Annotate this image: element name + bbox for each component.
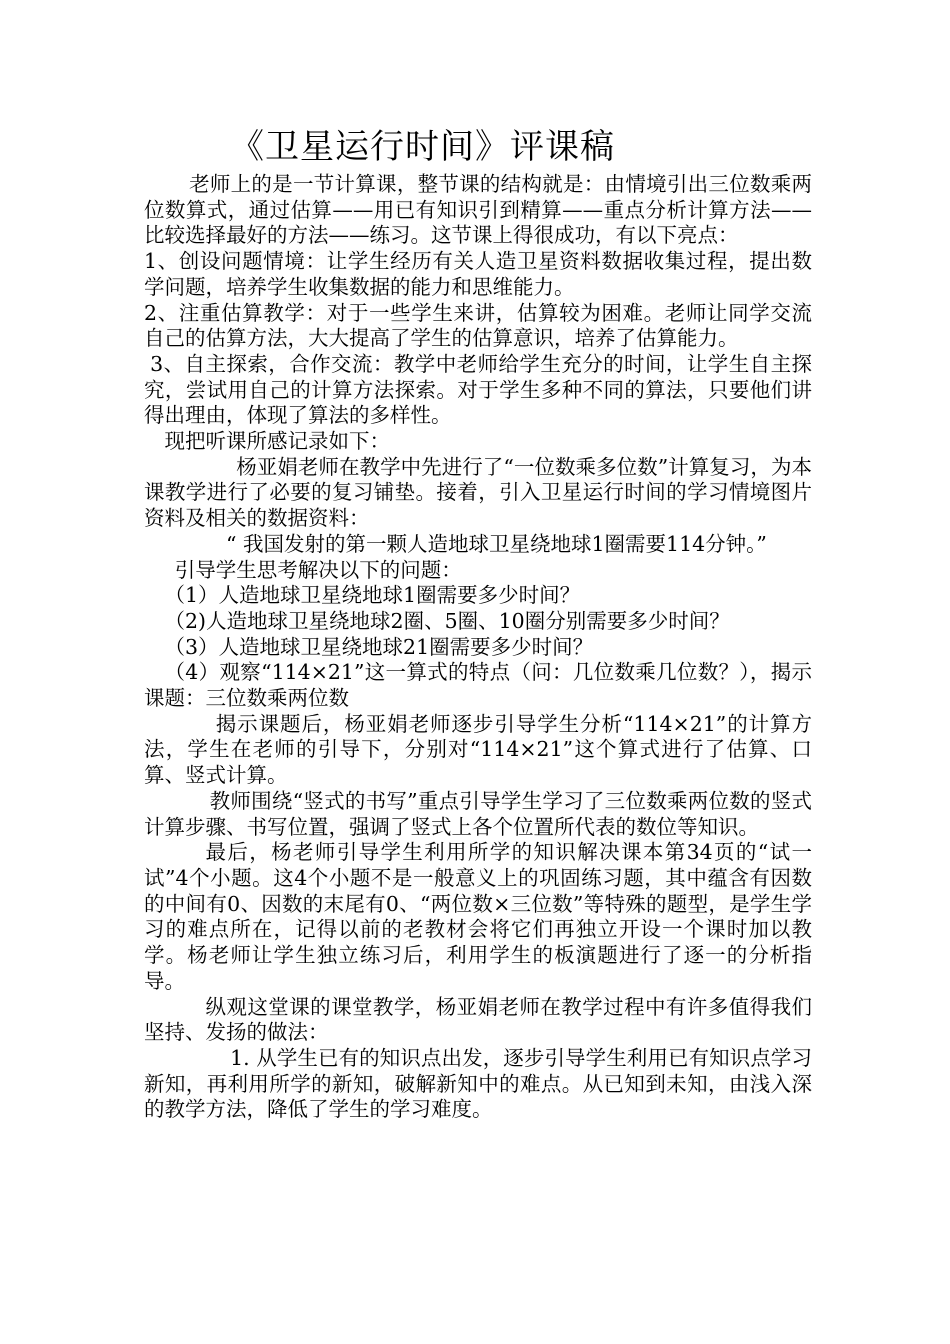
paragraph: 纵观这堂课的课堂教学，杨亚娟老师在教学过程中有许多值得我们坚持、发扬的做法： <box>144 994 812 1045</box>
paragraph: 老师上的是一节计算课，整节课的结构就是：由情境引出三位数乘两位数算式，通过估算——用已有知识引到精算——重点分析计算方法——比较选择最好的方法——练习。这节课上得很成功，有以下亮点： <box>144 172 812 248</box>
document-body <box>144 172 812 1123</box>
paragraph: 最后，杨老师引导学生利用所学的知识解决课本第34页的“试一试”4个小题。这4个小题不是一般意义上的巩固练习题，其中蕴含有因数的中间有0、因数的末尾有0、“两位数×三位数”等特殊的题型，是学生学习的难点所在，记得以前的老教材会将它们再独立开设一个课时加以教学。杨老师让学生独立练习后，利用学生的板演题进行了逐一的分析指导。 <box>144 840 812 993</box>
paragraph: （3）人造地球卫星绕地球21圈需要多少时间？ <box>164 634 594 659</box>
paragraph: 1. 从学生已有的知识点出发，逐步引导学生利用已有知识点学习新知，再利用所学的新知，破解新知中的难点。从已知到未知，由浅入深的教学方法，降低了学生的学习难度。 <box>144 1045 812 1122</box>
paragraph: “ 我国发射的第一颗人造地球卫星绕地球1圈需要114分钟。” <box>226 531 767 556</box>
paragraph: （1）人造地球卫星绕地球1圈需要多少时间？ <box>164 583 581 608</box>
paragraph: 教师围绕“竖式的书写”重点引导学生学习了三位数乘两位数的竖式计算步骤、书写位置，强调了竖式上各个位置所代表的数位等知识。 <box>144 788 812 839</box>
paragraph: 2、注重估算教学：对于一些学生来讲，估算较为困难。老师让同学交流自己的估算方法，大大提高了学生的估算意识，培养了估算能力。 <box>144 300 812 351</box>
paragraph: 3、自主探索，合作交流：教学中老师给学生充分的时间，让学生自主探究，尝试用自己的计算方法探索。对于学生多种不同的算法，只要他们讲得出理由，体现了算法的多样性。 <box>144 351 812 428</box>
document-title: 《卫星运行时间》评课稿 <box>230 127 615 167</box>
paragraph: （2)人造地球卫星绕地球2圈、5圈、10圈分别需要多少时间？ <box>164 608 730 633</box>
paragraph: 引导学生思考解决以下的问题： <box>174 557 462 582</box>
paragraph: 揭示课题后，杨亚娟老师逐步引导学生分析“114×21”的计算方法，学生在老师的引导下，分别对“114×21”这个算式进行了估算、口算、竖式计算。 <box>144 711 812 788</box>
paragraph: 现把听课所感记录如下： <box>164 429 390 454</box>
paragraph: 杨亚娟老师在教学中先进行了“一位数乘多位数”计算复习，为本课教学进行了必要的复习铺垫。接着，引入卫星运行时间的学习情境图片资料及相关的数据资料： <box>144 454 812 531</box>
paragraph: （4）观察“114×21”这一算式的特点（问：几位数乘几位数？），揭示课题：三位数乘两位数 <box>144 660 812 711</box>
paragraph: 1、创设问题情境：让学生经历有关人造卫星资料数据收集过程，提出数学问题，培养学生收集数据的能力和思维能力。 <box>144 249 812 299</box>
